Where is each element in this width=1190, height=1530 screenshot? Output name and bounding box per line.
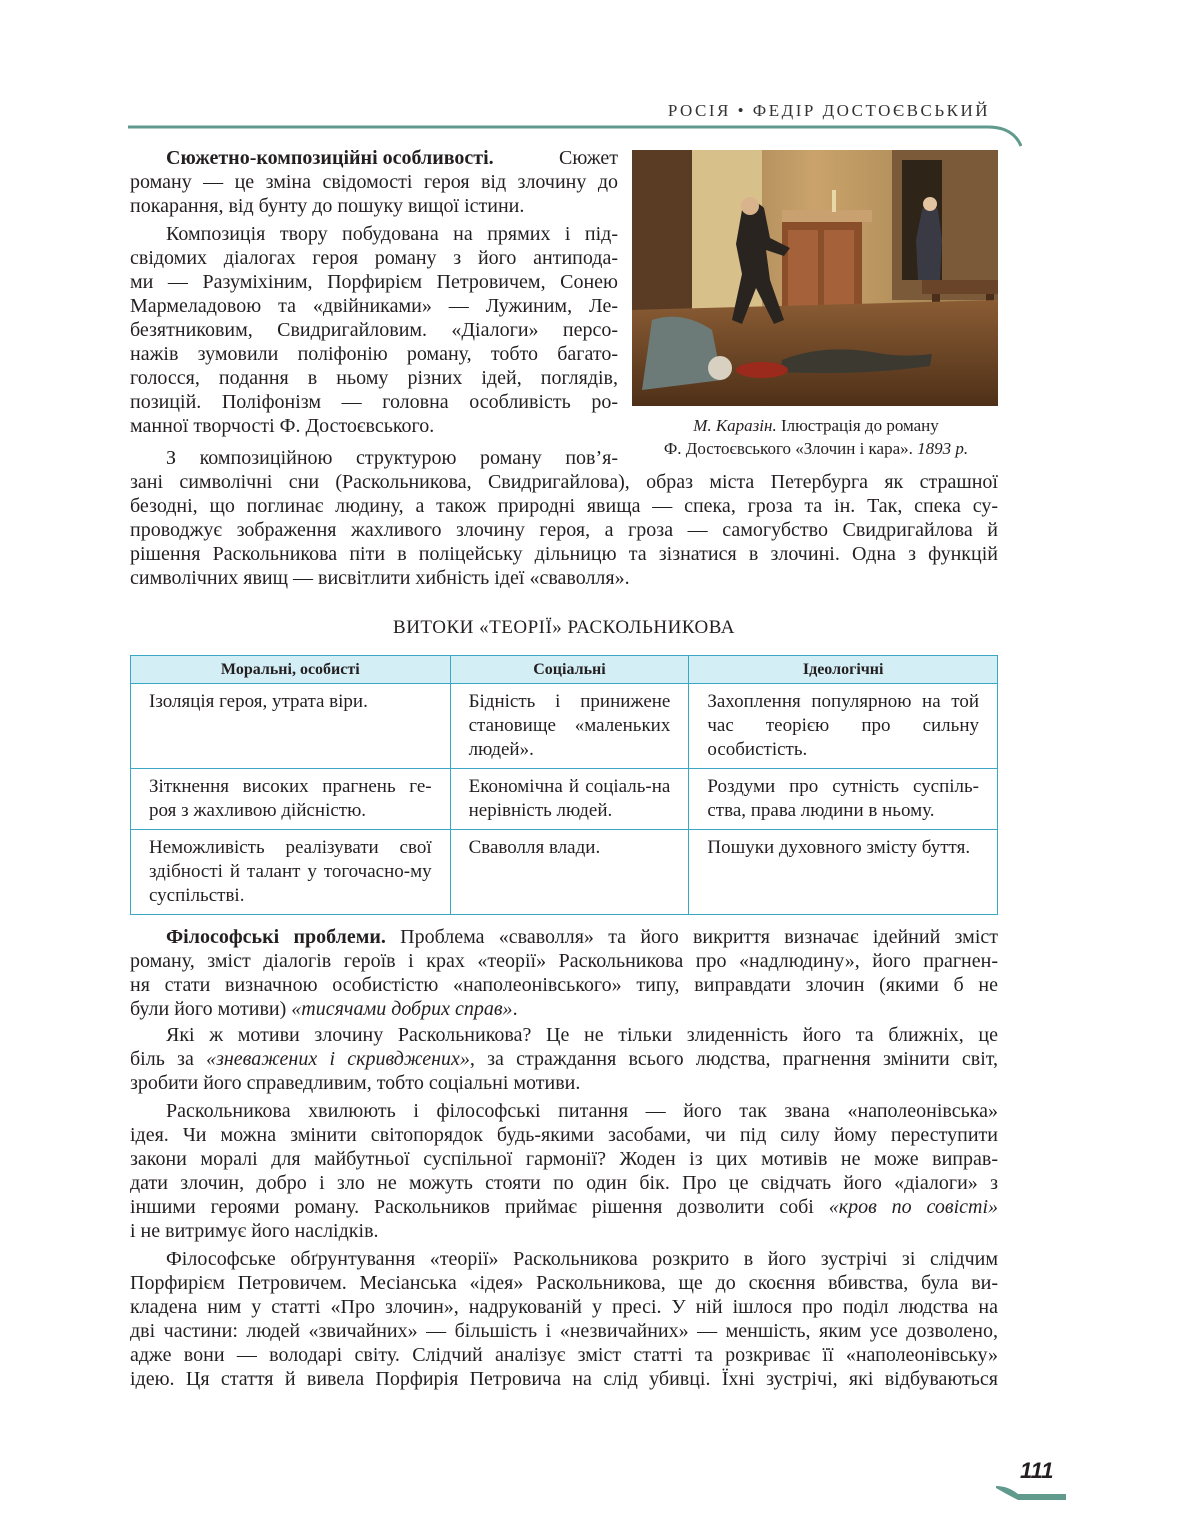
theory-origins-table xyxy=(130,655,998,915)
running-head: РОСІЯ • ФЕДІР ДОСТОЄВСЬКИЙ xyxy=(667,101,990,120)
table-header-row xyxy=(131,656,998,684)
table-cell: Сваволля влади. xyxy=(450,830,689,915)
table-cell: Ізоляція героя, утрата віри. xyxy=(131,684,451,769)
intro-paragraph-3: З композиційною структурою роману пов’я- зані символічні сни (Раскольникова, Свидригайлова), образ міста Петербурга як страшної безодні, що поглинає людину, а також природні явища — спека, гроза та ін. Так, спека су- проводжує зображення жахливого злочину героя, а гроза — самогубство Свидригайлова й рішення Раскольникова піти в поліцейську дільницю та зізнатися в злочині. Одна з функцій символічних явищ — висвітлити хибність ідеї «сваволля». xyxy=(130,447,998,589)
table-cell: Економічна й соціаль-на нерівність людей. xyxy=(450,769,689,830)
table-title: ВИТОКИ «ТЕОРІЇ» РАСКОЛЬНИКОВА xyxy=(393,617,735,638)
philosophy-paragraph-1: Філософські проблеми. Проблема «сваволля» та його викриття визначає ідейний зміст роману, зміст діалогів героїв і крах «теорії» Раскольникова про «надлюдину», його прагнен- ня стати визначною особистістю «наполеонівського» типу, виправдати злочин (якими б не були його мотиви) «тисячами добрих справ». xyxy=(130,926,998,1020)
painting-image xyxy=(632,150,998,406)
page-number: 111 xyxy=(1020,1458,1054,1483)
intro-paragraph-2: Композиція твору побудована на прямих і під- свідомих діалогах героя роману з його антипода- ми — Разуміхіним, Порфирієм Петровичем, Сонею Мармеладовою та «двійниками» — Лужиним, Ле- безятниковим, Свидригайловим. «Діалоги» персо- нажів зумовили поліфонію роману, тобто багато- голосся, подання в ньому різних ідей, поглядів, позицій. Поліфонізм — головна особливість ро- манної творчості Ф. Достоєвського. xyxy=(130,223,618,437)
table-cell: Захоплення популярною на той час теорією про сильну особистість. xyxy=(689,684,998,769)
table-header: Ідеологічні xyxy=(689,656,998,684)
illustration-painting xyxy=(632,150,998,406)
philosophy-paragraph-4: Філософське обґрунтування «теорії» Раскольникова розкрито в його зустрічі зі слідчим Порфирієм Петровичем. Месіанська «ідея» Раскольникова, ще до скоєння вбивства, була ви- кладена ним у статті «Про злочин», надрукованій у пресі. У ній ішлося про поділ людства на дві частини: людей «звичайних» — більшість і «незвичайних» — меншість, яким усе дозволено, адже вони — володарі світу. Слідчий аналізує зміст статті та розкриває її «наполеонівську» ідею. Ця стаття й вивела Порфирія Петровича на слід убивці. Їхні зустрічі, які відбуваються xyxy=(130,1248,998,1390)
table-cell: Роздуми про сутність суспіль-ства, права людини в ньому. xyxy=(689,769,998,830)
intro-paragraph-1: Сюжетно-композиційні особливості. Сюжет роману — це зміна свідомості героя від злочину до покарання, від бунту до пошуку вищої істини. xyxy=(130,147,618,217)
caption-author: М. Каразін. xyxy=(693,416,777,435)
section-title-philosophy: Філософські проблеми. xyxy=(166,926,386,948)
table-cell: Зіткнення високих прагнень ге- роя з жахливою дійснiстю. xyxy=(131,769,451,830)
table-header: Моральні, особисті xyxy=(131,656,451,684)
illustration-caption: М. Каразін. Ілюстрація до роману Ф. Достоєвського «Злочин і кара». 1893 р. xyxy=(663,416,969,458)
table-row xyxy=(131,830,998,915)
table-cell: Пошуки духовного змісту буття. xyxy=(689,830,998,915)
table-row xyxy=(131,684,998,769)
philosophy-paragraph-2: Які ж мотиви злочину Раскольникова? Це не тільки злиденність його та ближніх, це біль за «зневажених і скривджених», за страждання всього людства, прагнення змінити світ, зробити його справедливим, тобто соціальні мотиви. xyxy=(130,1024,998,1094)
table-cell: Неможливість реалізувати свої здібності й талант у тогочасно-му суспільстві. xyxy=(131,830,451,915)
table-header: Соціальні xyxy=(450,656,689,684)
table-cell: Бідність і принижене становище «маленьких людей». xyxy=(450,684,689,769)
philosophy-paragraph-3: Раскольникова хвилюють і філософські питання — його так звана «наполеонівська» ідея. Чи можна змінити світопорядок будь-якими засобами, чи під силу йому переступити закони моралі для майбутньої суспільної гармонії? Жоден із цих мотивів не може виправ- дати злочин, добро і зло не можуть стояти по один бік. Про це свідчать його «діалоги» з іншими героями роману. Раскольников приймає рішення дозволити собі «кров по совісті» і не витримує його наслідків. xyxy=(130,1100,998,1242)
header-rule xyxy=(128,124,1022,148)
table-row xyxy=(131,769,998,830)
section-title-plot: Сюжетно-композиційні особливості. xyxy=(166,147,494,169)
footer-ornament xyxy=(996,1484,1066,1500)
